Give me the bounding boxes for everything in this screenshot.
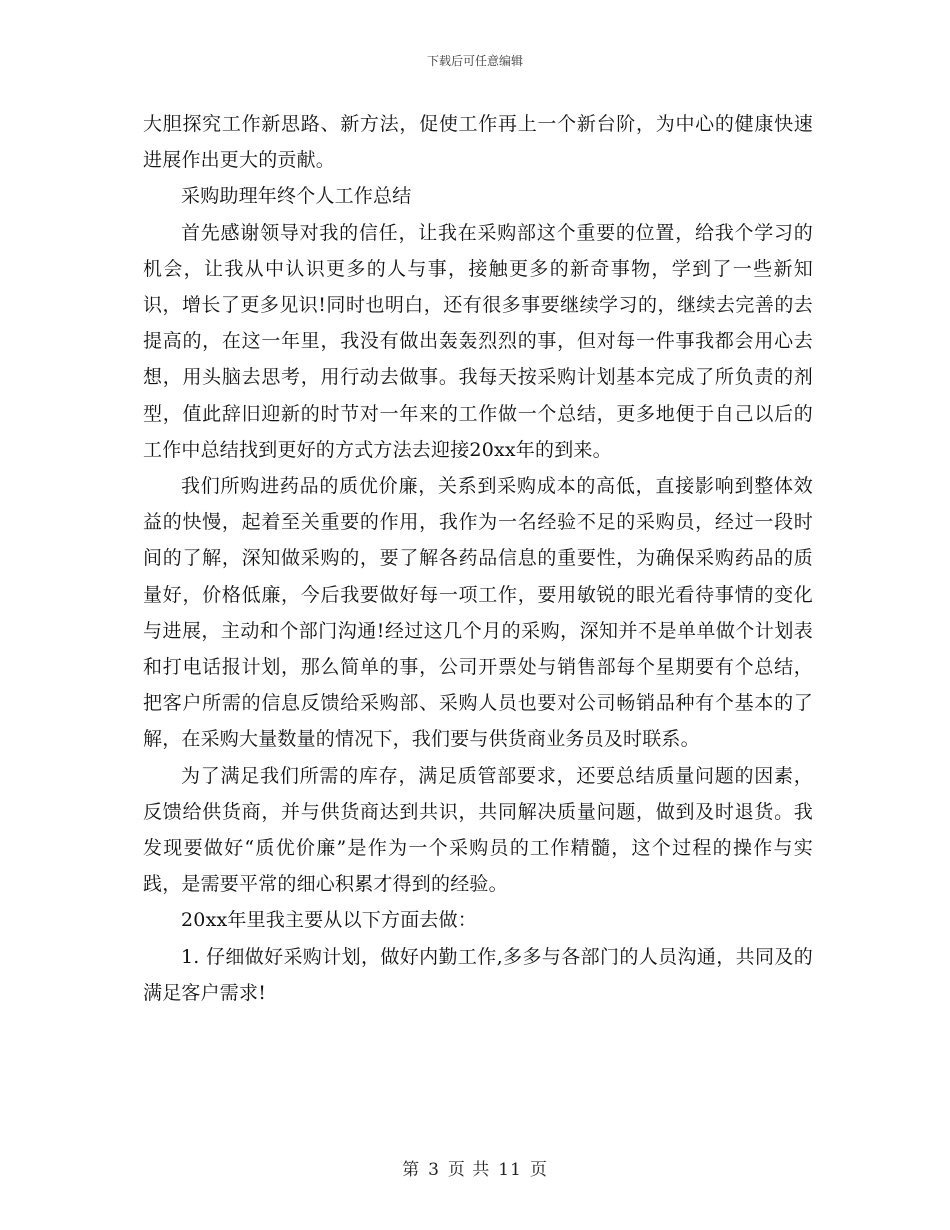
section-title: 采购助理年终个人工作总结 bbox=[181, 185, 412, 208]
footer-prefix: 第 bbox=[402, 1160, 421, 1180]
footer-suffix: 页 bbox=[529, 1160, 548, 1180]
page-footer bbox=[0, 1155, 950, 1180]
paragraph-intro: 首先感谢领导对我的信任，让我在采购部这个重要的位置，给我个学习的机会，让我从中认识更多的人与事，接触更多的新奇事物，学到了一些新知识，增长了更多见识!同时也明白，还有很多事要继续学习的，继续去完善的去提高的，在这一年里，我没有做出轰轰烈烈的事，但对每一件事我都会用心去想，用头脑去思考，用行动去做事。我每天按采购计划基本完成了所负责的剂型，值此辞旧迎新的时节对一年来的工作做一个总结，更多地便于自己以后的工作中总结找到更好的方式方法去迎接20xx年的到来。 bbox=[143, 221, 813, 461]
paragraph-quality: 我们所购进药品的质优价廉，关系到采购成本的高低，直接影响到整体效益的快慢，起着至关重要的作用，我作为一名经验不足的采购员，经过一段时间的了解，深知做采购的，要了解各药品信息的重要性，为确保采购药品的质量好，价格低廉，今后我要做好每一项工作，要用敏锐的眼光看待事情的变化与进展，主动和个部门沟通!经过这几个月的采购，深知并不是单单做个计划表和打电话报计划，那么简单的事，公司开票处与销售部每个星期要有个总结，把客户所需的信息反馈给采购部、采购人员也要对公司畅销品种有个基本的了解，在采购大量数量的情况下，我们要与供货商业务员及时联系。 bbox=[143, 475, 813, 751]
page-header: 下载后可任意编辑 bbox=[426, 54, 523, 68]
paragraph-inventory: 为了满足我们所需的库存，满足质管部要求，还要总结质量问题的因素，反馈给供货商，并与供货商达到共识，共同解决质量问题，做到及时退货。我发现要做好“质优价廉”是作为一个采购员的工作精髓，这个过程的操作与实践，是需要平常的细心积累才得到的经验。 bbox=[143, 764, 813, 896]
paragraph-continuation: 大胆探究工作新思路、新方法，促使工作再上一个新台阶，为中心的健康快速进展作出更大的贡献。 bbox=[143, 113, 813, 172]
document-body bbox=[143, 106, 813, 1011]
total-pages: 11 bbox=[498, 1160, 522, 1180]
paragraph-plan-intro: 20xx年里我主要从以下方面去做： bbox=[181, 909, 478, 932]
page-number: 3 bbox=[428, 1160, 440, 1180]
footer-mid: 页 共 bbox=[447, 1160, 491, 1180]
paragraph-item-1: 1. 仔细做好采购计划，做好内勤工作,多多与各部门的人员沟通，共同及的满足客户需求! bbox=[143, 945, 813, 1004]
